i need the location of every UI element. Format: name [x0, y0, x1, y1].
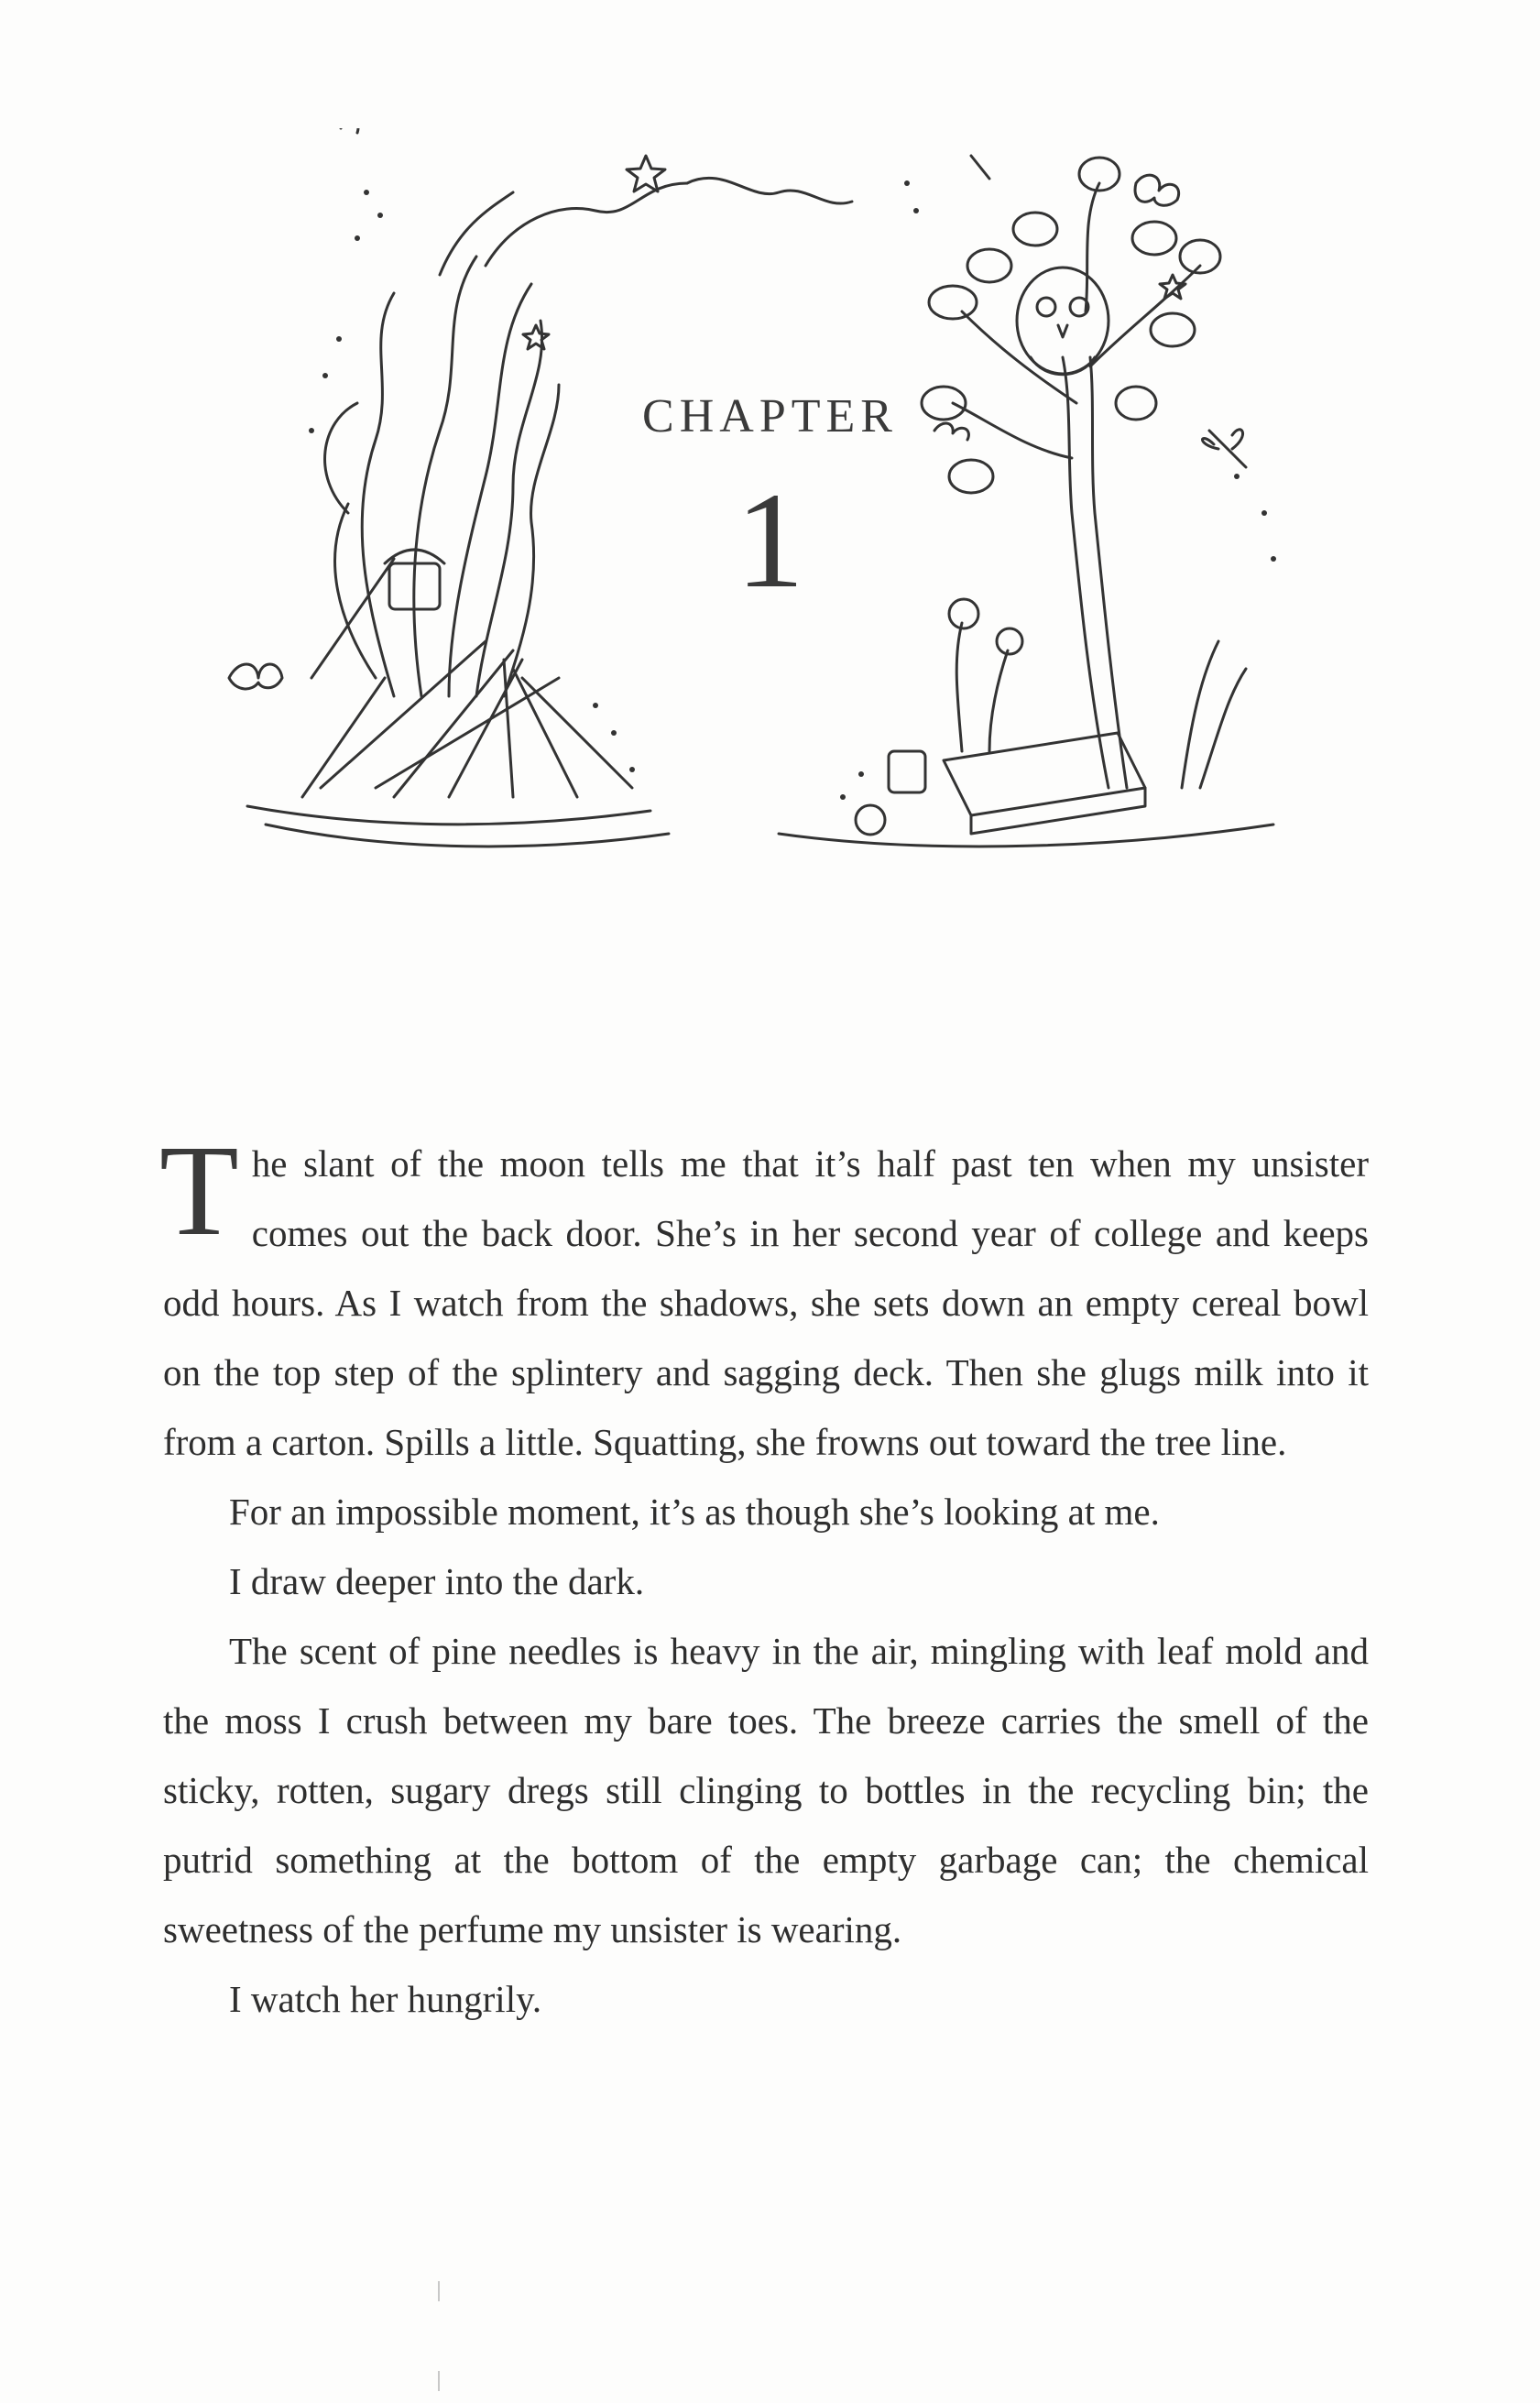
paragraph-text: he slant of the moon tells me that it’s half past ten when my unsister comes out the back door. She’s in her second year of college and keeps odd hours. As I watch from the shadows, she sets down an empty cereal bowl on the top step of the splintery and sagging deck. Then she glugs milk into it from a carton. Spills a little. Squatting, she frowns out toward the tree line. — [163, 1142, 1369, 1463]
paragraph: I draw deeper into the dark. — [229, 1560, 645, 1602]
star-icon-right — [1160, 275, 1185, 299]
paragraph: For an impossible moment, it’s as though she’s looking at me. — [229, 1491, 1160, 1533]
drop-cap: T — [159, 1118, 239, 1262]
chapter-body — [159, 1118, 1369, 2034]
scan-mark — [438, 2371, 440, 2391]
scan-mark — [438, 2281, 440, 2301]
chapter-number: 1 — [736, 464, 804, 617]
paragraph: I watch her hungrily. — [229, 1978, 542, 2020]
paragraph — [159, 1118, 1369, 1477]
chapter-label: CHAPTER — [642, 390, 898, 442]
star-icon — [523, 156, 665, 349]
paragraph: The scent of pine needles is heavy in the air, mingling with leaf mold and the moss I crush between my bare toes. The breeze carries the smell of the sticky, rotten, sugary dregs still clinging to bottles in the recycling bin; the putrid something at the bottom of the empty garbage can; the chemical sweetness of the perfume my unsister is wearing. — [163, 1630, 1369, 1950]
